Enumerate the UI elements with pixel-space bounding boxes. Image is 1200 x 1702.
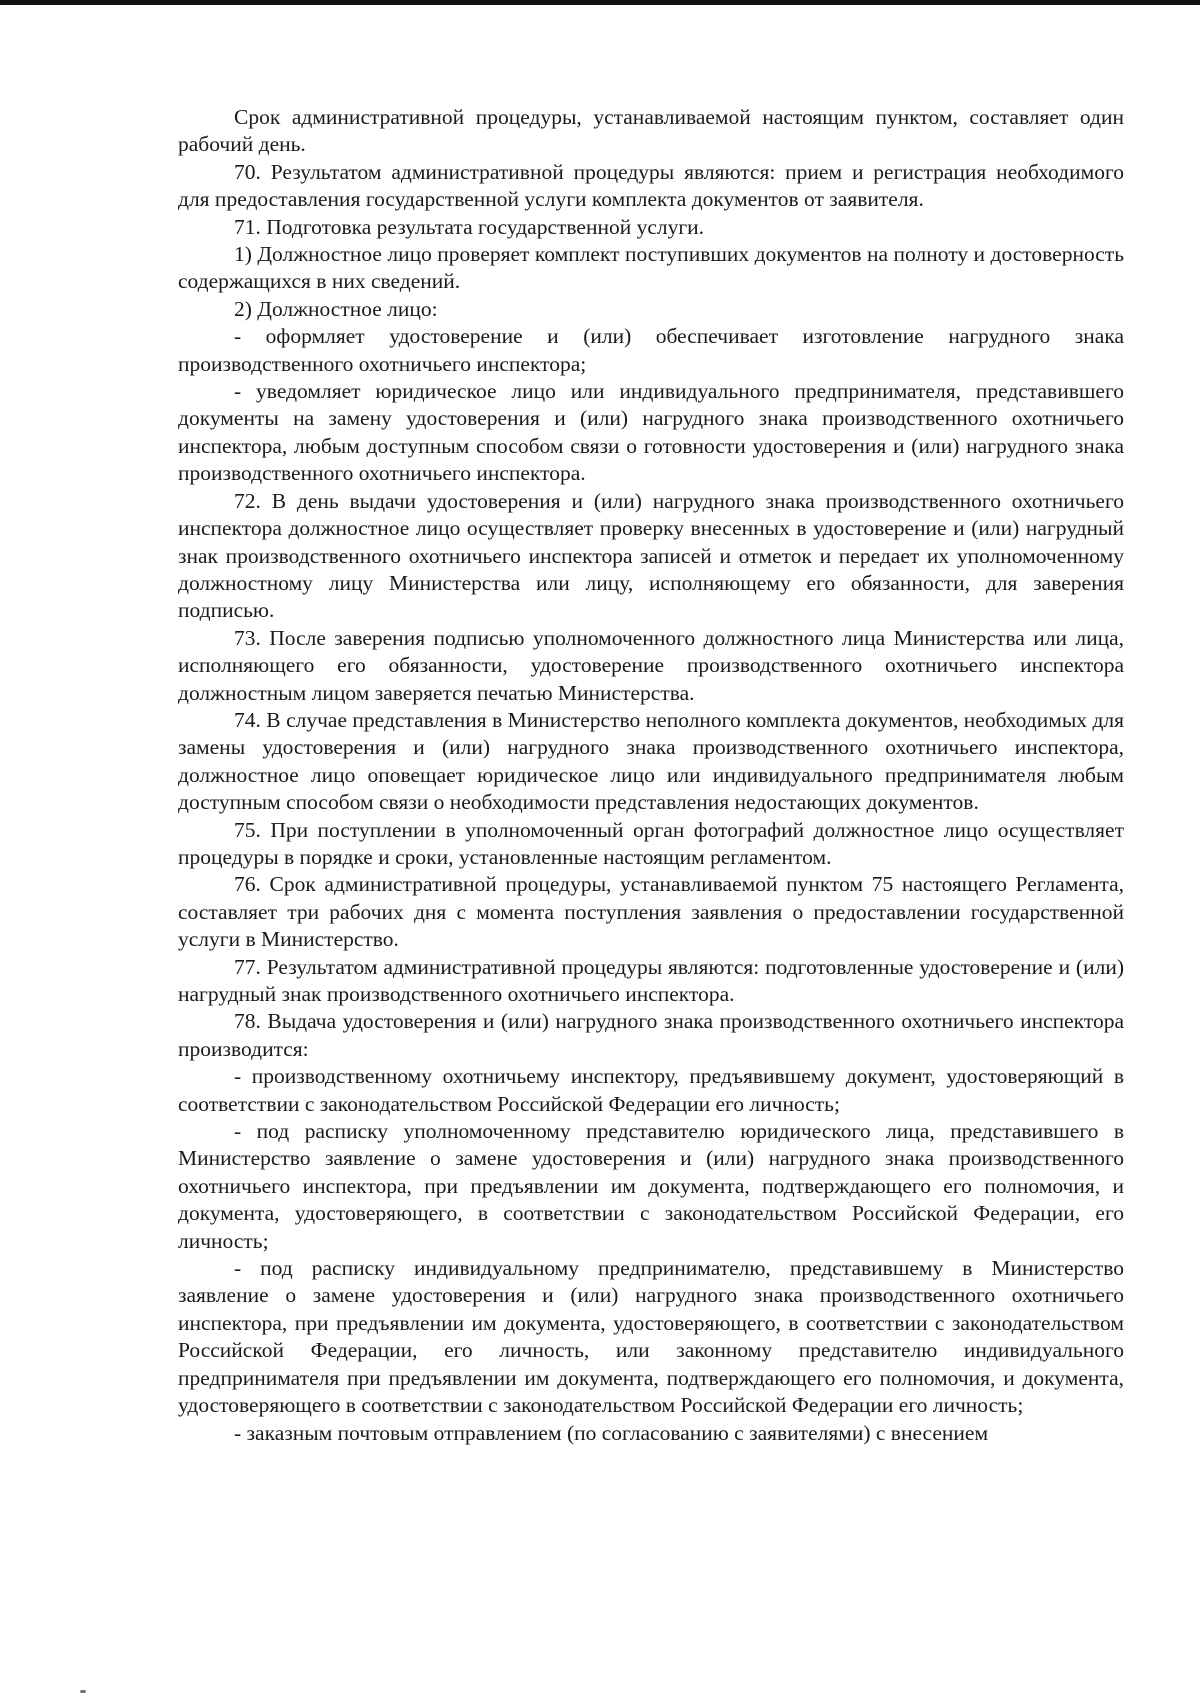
paragraph-75: 75. При поступлении в уполномоченный орган фотографий должностное лицо осуществляет процедуры в порядке и сроки, установленные настоящим регламентом. [178, 817, 1124, 869]
paragraph-76: 76. Срок административной процедуры, устанавливаемой пунктом 75 настоящего Регламента, составляет три рабочих дня с момента поступления заявления о предоставлении государственной услуги в Министерство. [178, 872, 1124, 952]
paragraph-71-item-1: 1) Должностное лицо проверяет комплект поступивших документов на полноту и достоверность содержащихся в них сведений. [178, 242, 1124, 294]
paragraph-78-dash-2: - под расписку уполномоченному представителю юридического лица, представившего в Министерство заявление о замене удостоверения и (или) нагрудного знака производственного охотничьего инспектора, при предъявлении им документа, подтверждающего его полномочия, и документа, удостоверяющего, в соответствии с законодательством Российской Федерации, его личность; [178, 1119, 1124, 1253]
paragraph-74: 74. В случае представления в Министерство неполного комплекта документов, необходимых для замены удостоверения и (или) нагрудного знака производственного охотничьего инспектора, должностное лицо оповещает юридическое лицо или индивидуального предпринимателя любым доступным способом связи о необходимости представления недостающих документов. [178, 707, 1124, 815]
document-page [178, 104, 1124, 1447]
paragraph-71-item-2-dash-1: - оформляет удостоверение и (или) обеспечивает изготовление нагрудного знака производственного охотничьего инспектора; [178, 324, 1124, 376]
paragraph-procedure-term: Срок административной процедуры, устанавливаемой настоящим пунктом, составляет один рабочий день. [178, 105, 1124, 157]
paragraph-71-item-2: 2) Должностное лицо: [234, 296, 438, 321]
paragraph-78-dash-3: - под расписку индивидуальному предпринимателю, представившему в Министерство заявление о замене удостоверения и (или) нагрудного знака производственного охотничьего инспектора, при предъявлении им документа, удостоверяющего, в соответствии с законодательством Российской Федерации, его личность, или законному представителю индивидуального предпринимателя при предъявлении им документа, подтверждающего его полномочия, и документа, удостоверяющего в соответствии с законодательством Российской Федерации его личность; [178, 1256, 1124, 1418]
paragraph-71-item-2-dash-2: - уведомляет юридическое лицо или индивидуального предпринимателя, представившего документы на замену удостоверения и (или) нагрудного знака производственного охотничьего инспектора, любым доступным способом связи о готовности удостоверения и (или) нагрудного знака производственного охотничьего инспектора. [178, 379, 1124, 486]
paragraph-71: 71. Подготовка результата государственной услуги. [234, 214, 705, 239]
scan-top-edge [0, 0, 1200, 5]
paragraph-77: 77. Результатом административной процедуры являются: подготовленные удостоверение и (или) нагрудный знак производственного охотничьего инспектора. [178, 954, 1124, 1006]
paragraph-70: 70. Результатом административной процедуры являются: прием и регистрация необходимого для предоставления государственной услуги комплекта документов от заявителя. [178, 159, 1124, 212]
paragraph-78-dash-4: - заказным почтовым отправлением (по согласованию с заявителями) с внесением [234, 1420, 989, 1445]
paragraph-72: 72. В день выдачи удостоверения и (или) нагрудного знака производственного охотничьего инспектора должностное лицо осуществляет проверку внесенных в удостоверение и (или) нагрудный знак производственного охотничьего инспектора записей и отметок и передает их уполномоченному должностному лицу Министерства или лицу, исполняющему его обязанности, для заверения подписью. [178, 488, 1124, 623]
paragraph-78-dash-1: - производственному охотничьему инспектору, предъявившему документ, удостоверяющий в соответствии с законодательством Российской Федерации его личность; [178, 1064, 1124, 1116]
paragraph-73: 73. После заверения подписью уполномоченного должностного лица Министерства или лица, исполняющего его обязанности, удостоверение производственного охотничьего инспектора должностным лицом заверяется печатью Министерства. [178, 625, 1124, 705]
scan-artifact [80, 1690, 86, 1693]
paragraph-78: 78. Выдача удостоверения и (или) нагрудного знака производственного охотничьего инспектора производится: [178, 1009, 1124, 1061]
